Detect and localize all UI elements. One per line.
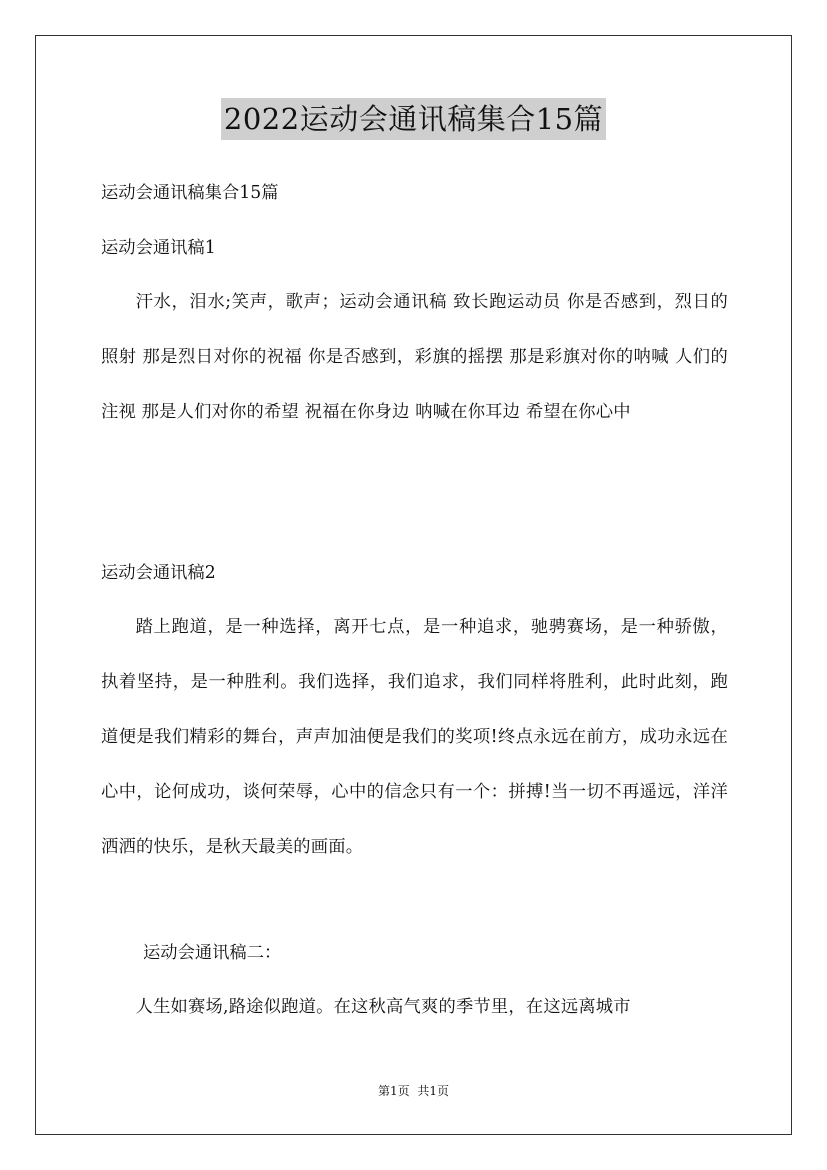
section-sub-body: 人生如赛场,路途似跑道。在这秋高气爽的季节里，在这远离城市 (135, 997, 631, 1017)
section-heading-1: 运动会通讯稿1 (101, 238, 216, 258)
page-total: 共1页 (417, 1084, 449, 1098)
title-container (0, 98, 827, 140)
section-heading-2: 运动会通讯稿2 (101, 563, 216, 583)
section-body-2: 踏上跑道，是一种选择，离开七点，是一种追求，驰骋赛场，是一种骄傲，执着坚持，是一种胜利。我们选择，我们追求，我们同样将胜利，此时此刻，跑道便是我们精彩的舞台，声声加油便是我们的奖项!终点永远在前方，成功永远在心中，论何成功，谈何荣辱，心中的信念只有一个：拼搏!当一切不再遥远，洋洋洒洒的快乐，是秋天最美的画面。 (101, 617, 728, 857)
section-sub-heading: 运动会通讯稿二： (143, 943, 282, 963)
section-body-1: 汗水，泪水;笑声，歌声；运动会通讯稿 致长跑运动员 你是否感到，烈日的照射 那是烈日对你的祝福 你是否感到，彩旗的摇摆 那是彩旗对你的呐喊 人们的注视 那是人们对你的希望 祝福在你身边 呐喊在你耳边 希望在你心中 (101, 292, 728, 422)
document-title: 2022运动会通讯稿集合15篇 (221, 98, 606, 140)
page-footer (0, 1083, 827, 1099)
page-number: 第1页 (378, 1084, 410, 1098)
document-subtitle: 运动会通讯稿集合15篇 (101, 183, 279, 203)
